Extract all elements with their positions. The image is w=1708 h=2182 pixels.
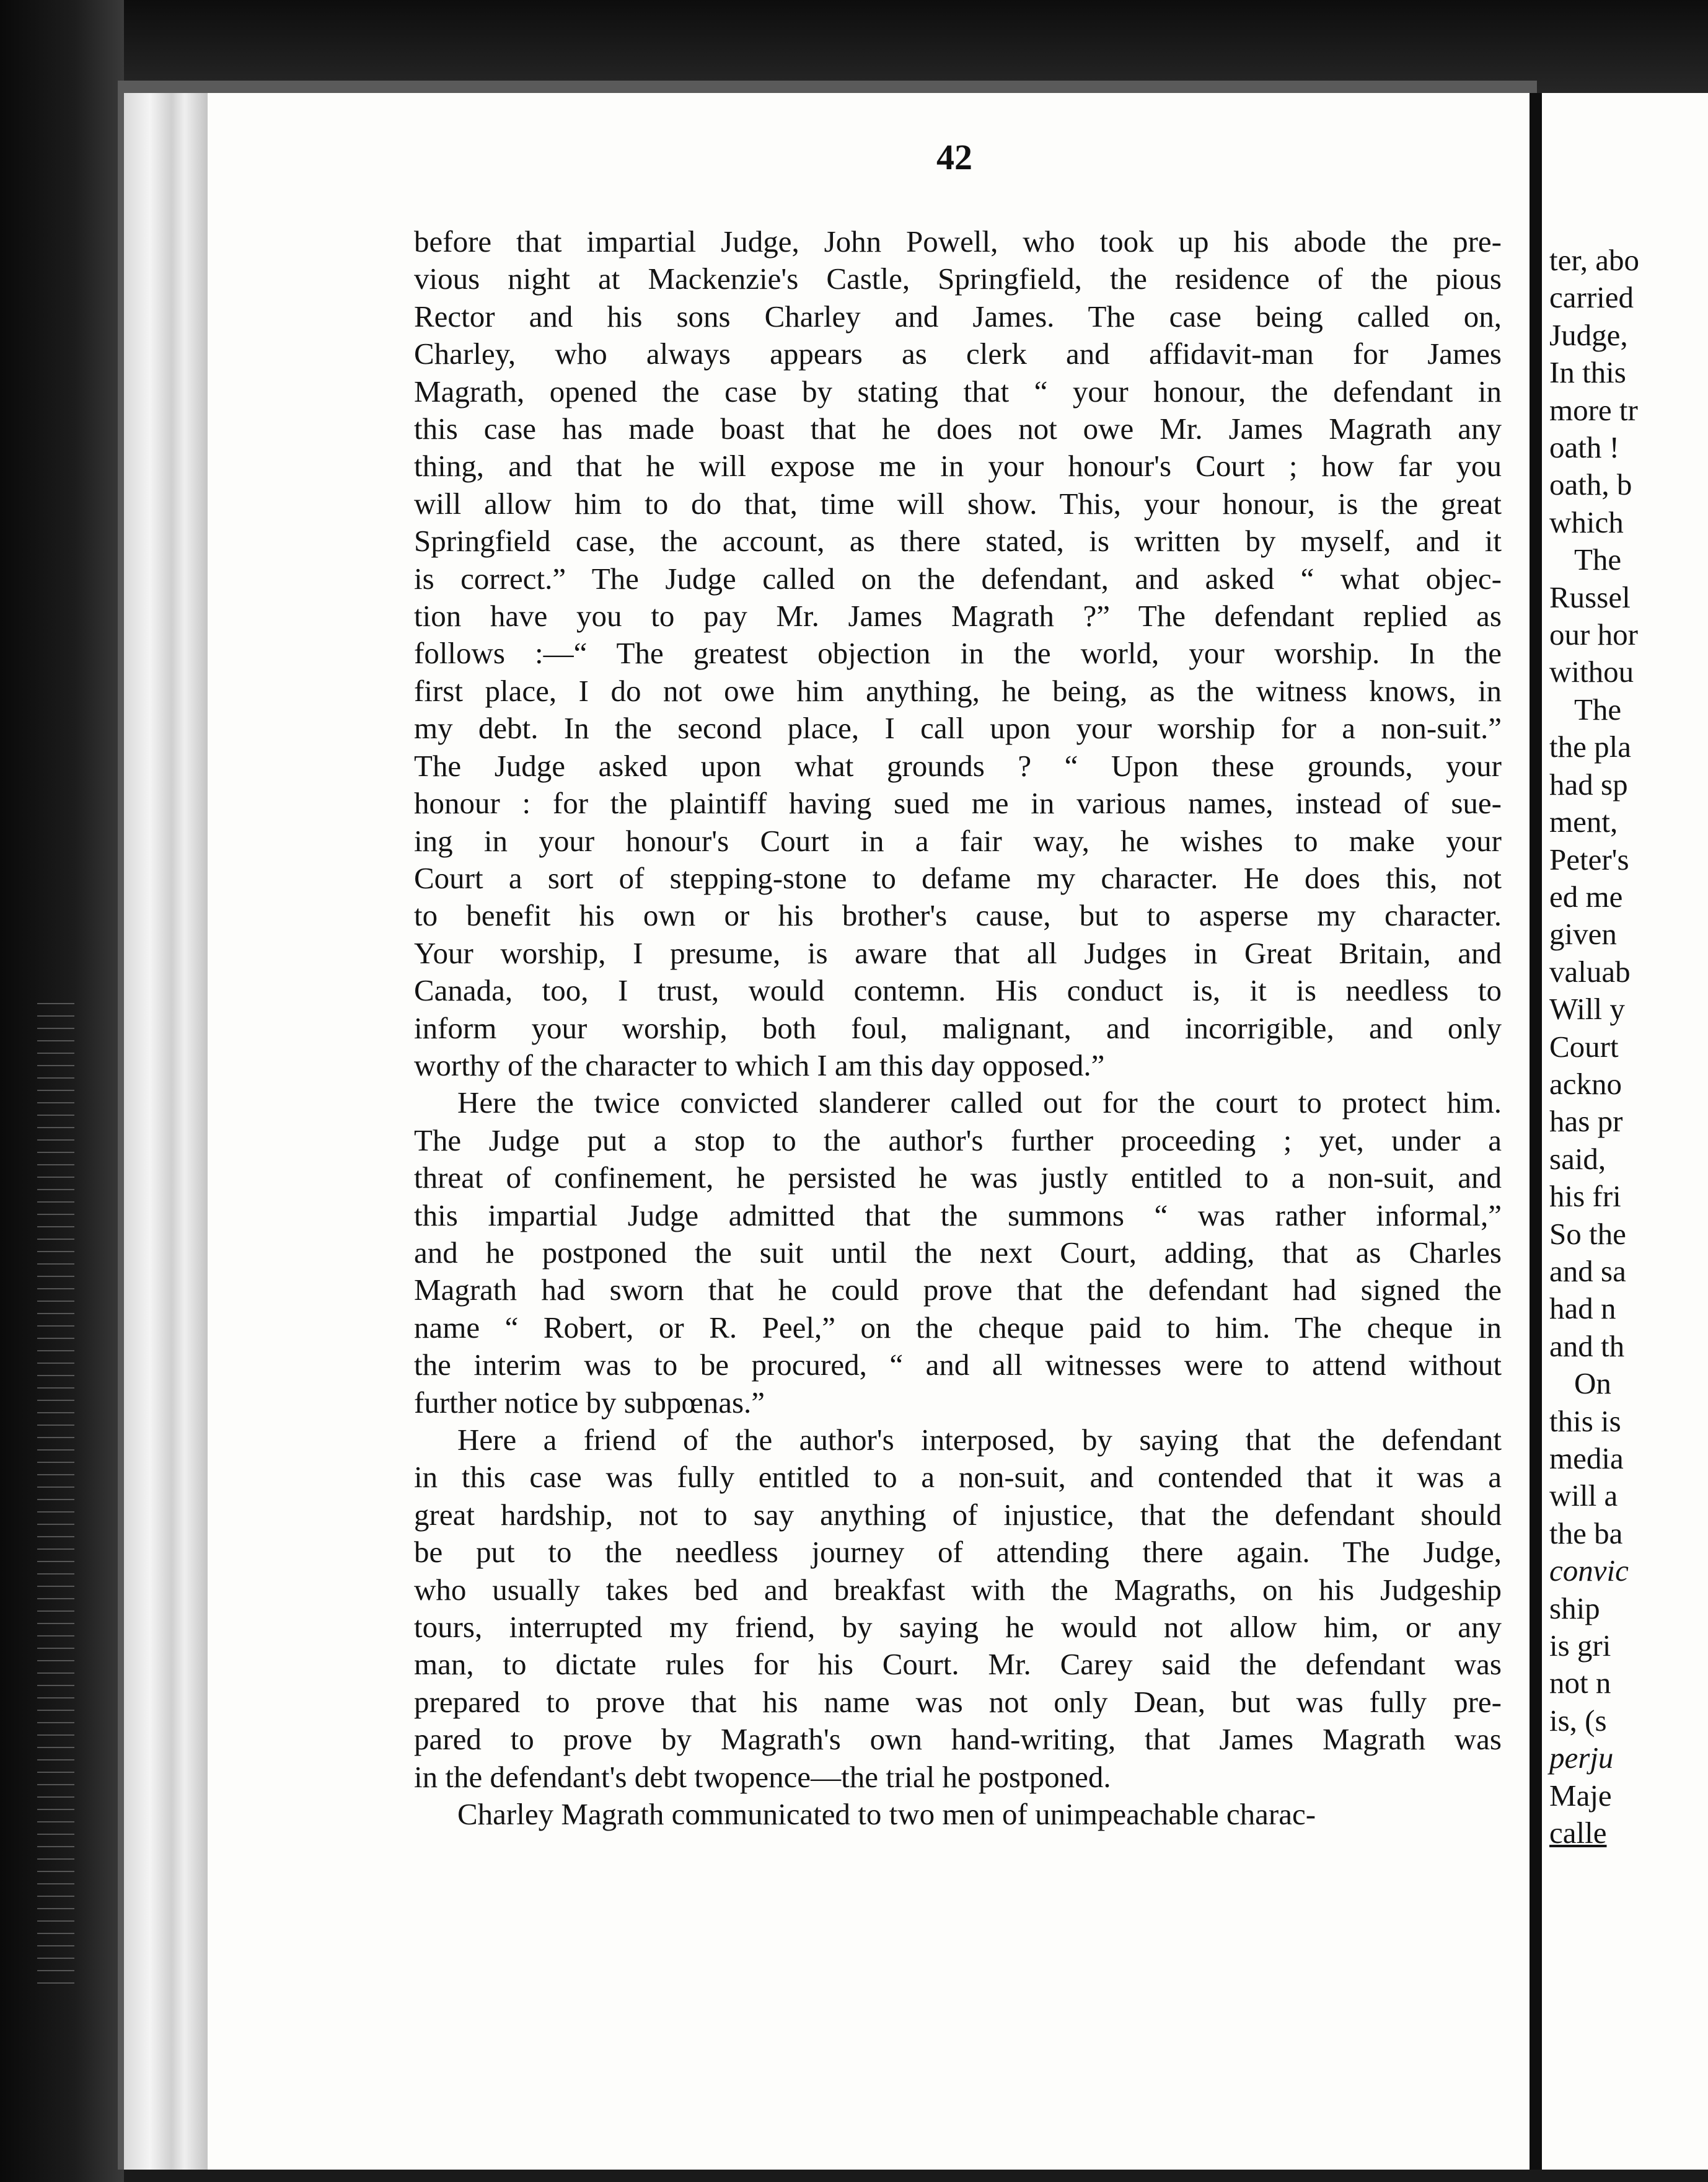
facing-text-line: Judge, <box>1549 317 1628 352</box>
text-line: great hardship, not to say anything of injustice, that the defendant should <box>414 1497 1502 1532</box>
facing-text-line: not n <box>1549 1666 1611 1700</box>
facing-text-line: oath ! <box>1549 430 1619 465</box>
text-line: tion have you to pay Mr. James Magrath ?” The defendant replied as <box>414 599 1502 634</box>
facing-text-line: said, <box>1549 1141 1606 1176</box>
page-number: 42 <box>936 137 972 177</box>
text-line: the interim was to be procured, “ and all witnesses were to attend without <box>414 1348 1502 1382</box>
text-line: man, to dictate rules for his Court. Mr. Carey said the defendant was <box>414 1647 1502 1682</box>
facing-page <box>1542 93 1708 2170</box>
text-line: thing, and that he will expose me in your honour's Court ; how far you <box>414 449 1502 484</box>
facing-text-line: valuab <box>1549 954 1631 989</box>
facing-text-line: The <box>1574 542 1622 577</box>
text-line: Magrath, opened the case by stating that “ your honour, the defendant in <box>414 374 1502 409</box>
book-gutter <box>124 93 211 2170</box>
text-line: Rector and his sons Charley and James. The case being called on, <box>414 299 1502 333</box>
text-line: name “ Robert, or R. Peel,” on the cheque paid to him. The cheque in <box>414 1310 1502 1345</box>
facing-text-line: carried <box>1549 280 1634 315</box>
text-line: Here a friend of the author's interposed, by saying that the defendant <box>457 1423 1502 1457</box>
body-text <box>414 223 1502 1833</box>
text-line: tours, interrupted my friend, by saying he would not allow him, or any <box>414 1610 1502 1645</box>
text-line: follows :—“ The greatest objection in the world, your worship. In the <box>414 636 1502 671</box>
text-line: Charley, who always appears as clerk and affidavit-man for James <box>414 337 1502 371</box>
facing-text-line: more tr <box>1549 392 1638 427</box>
text-line: vious night at Mackenzie's Castle, Springfield, the residence of the pious <box>414 262 1502 296</box>
facing-text-line: ment, <box>1549 805 1618 839</box>
text-line: this impartial Judge admitted that the summons “ was rather informal,” <box>414 1198 1502 1232</box>
text-line: Canada, too, I trust, would contemn. His conduct is, it is needless to <box>414 973 1502 1008</box>
facing-text-line: ackno <box>1549 1066 1622 1101</box>
text-line: be put to the needless journey of attending there again. The Judge, <box>414 1535 1502 1570</box>
text-line: Springfield case, the account, as there stated, is written by myself, and it <box>414 524 1502 559</box>
facing-text-line: this is <box>1549 1403 1621 1438</box>
facing-text-line: Russel <box>1549 580 1631 614</box>
facing-text-line: So the <box>1549 1216 1626 1251</box>
facing-text-line: had n <box>1549 1291 1616 1326</box>
facing-text-line: ter, abo <box>1549 243 1639 277</box>
text-line: honour : for the plaintiff having sued me in various names, instead of sue- <box>414 786 1502 821</box>
text-line: The Judge put a stop to the author's further proceeding ; yet, under a <box>414 1123 1502 1157</box>
text-line: prepared to prove that his name was not only Dean, but was fully pre- <box>414 1684 1502 1719</box>
text-line: Charley Magrath communicated to two men of unimpeachable charac- <box>457 1797 1316 1832</box>
text-line: who usually takes bed and breakfast with the Magraths, on his Judgeship <box>414 1572 1502 1607</box>
facing-text-line: has pr <box>1549 1104 1623 1139</box>
facing-text-line: convic <box>1549 1553 1629 1588</box>
text-line: to benefit his own or his brother's cause, but to asperse my character. <box>414 898 1502 933</box>
text-line: will allow him to do that, time will show. This, your honour, is the great <box>414 486 1502 521</box>
text-line: inform your worship, both foul, malignant, and incorrigible, and only <box>414 1010 1502 1045</box>
text-line: is correct.” The Judge called on the defendant, and asked “ what objec- <box>414 561 1502 596</box>
facing-text-line: Will y <box>1549 992 1625 1027</box>
page-divider <box>1530 93 1542 2170</box>
text-line: before that impartial Judge, John Powell, who took up his abode the pre- <box>414 224 1502 258</box>
facing-text-line: In this <box>1549 355 1626 390</box>
text-line: this case has made boast that he does not owe Mr. James Magrath any <box>414 412 1502 446</box>
facing-text-line: our hor <box>1549 617 1638 652</box>
text-line: my debt. In the second place, I call upon your worship for a non-suit.” <box>414 711 1502 746</box>
facing-text-line: his fri <box>1549 1179 1621 1214</box>
facing-text-line: the ba <box>1549 1516 1623 1550</box>
facing-text-line: is gri <box>1549 1628 1611 1663</box>
text-line: Your worship, I presume, is aware that all Judges in Great Britain, and <box>414 935 1502 970</box>
facing-text-line: perju <box>1549 1741 1614 1775</box>
facing-text-line: Peter's <box>1549 842 1629 877</box>
scan-noise <box>37 992 74 1984</box>
text-line: Court a sort of stepping-stone to defame my character. He does this, not <box>414 860 1502 895</box>
text-line: worthy of the character to which I am this day opposed.” <box>414 1048 1105 1082</box>
text-line: Here the twice convicted slanderer called out for the court to protect him. <box>457 1085 1502 1120</box>
text-line: pared to prove by Magrath's own hand-writing, that James Magrath was <box>414 1722 1502 1757</box>
facing-text-line: calle <box>1549 1816 1607 1850</box>
text-line: Magrath had sworn that he could prove that the defendant had signed the <box>414 1273 1502 1307</box>
facing-text-line: and sa <box>1549 1253 1626 1288</box>
facing-page-text <box>1549 242 1708 1852</box>
text-line: threat of confinement, he persisted he was justly entitled to a non-suit, and <box>414 1160 1502 1195</box>
facing-text-line: ship <box>1549 1591 1600 1625</box>
facing-text-line: is, (s <box>1549 1703 1607 1738</box>
facing-text-line: Maje <box>1549 1778 1612 1813</box>
facing-text-line: given <box>1549 917 1617 952</box>
text-line: and he postponed the suit until the next Court, adding, that as Charles <box>414 1235 1502 1270</box>
text-line: further notice by subpœnas.” <box>414 1385 765 1420</box>
facing-text-line: withou <box>1549 655 1634 689</box>
facing-text-line: and th <box>1549 1328 1625 1363</box>
facing-text-line: On <box>1574 1366 1611 1401</box>
facing-text-line: had sp <box>1549 767 1628 802</box>
facing-text-line: Court <box>1549 1029 1619 1064</box>
text-line: first place, I do not owe him anything, he being, as the witness knows, in <box>414 673 1502 708</box>
text-line: The Judge asked upon what grounds ? “ Upon these grounds, your <box>414 748 1502 783</box>
facing-text-line: media <box>1549 1441 1624 1475</box>
facing-text-line: the pla <box>1549 730 1631 764</box>
text-line: in this case was fully entitled to a non-suit, and contended that it was a <box>414 1460 1502 1495</box>
facing-text-line: ed me <box>1549 879 1623 914</box>
facing-text-line: The <box>1574 692 1622 727</box>
facing-text-line: which <box>1549 505 1624 539</box>
facing-text-line: will a <box>1549 1478 1618 1513</box>
facing-text-line: oath, b <box>1549 467 1632 502</box>
text-line: ing in your honour's Court in a fair way, he wishes to make your <box>414 823 1502 858</box>
text-line: in the defendant's debt twopence—the trial he postponed. <box>414 1759 1111 1794</box>
